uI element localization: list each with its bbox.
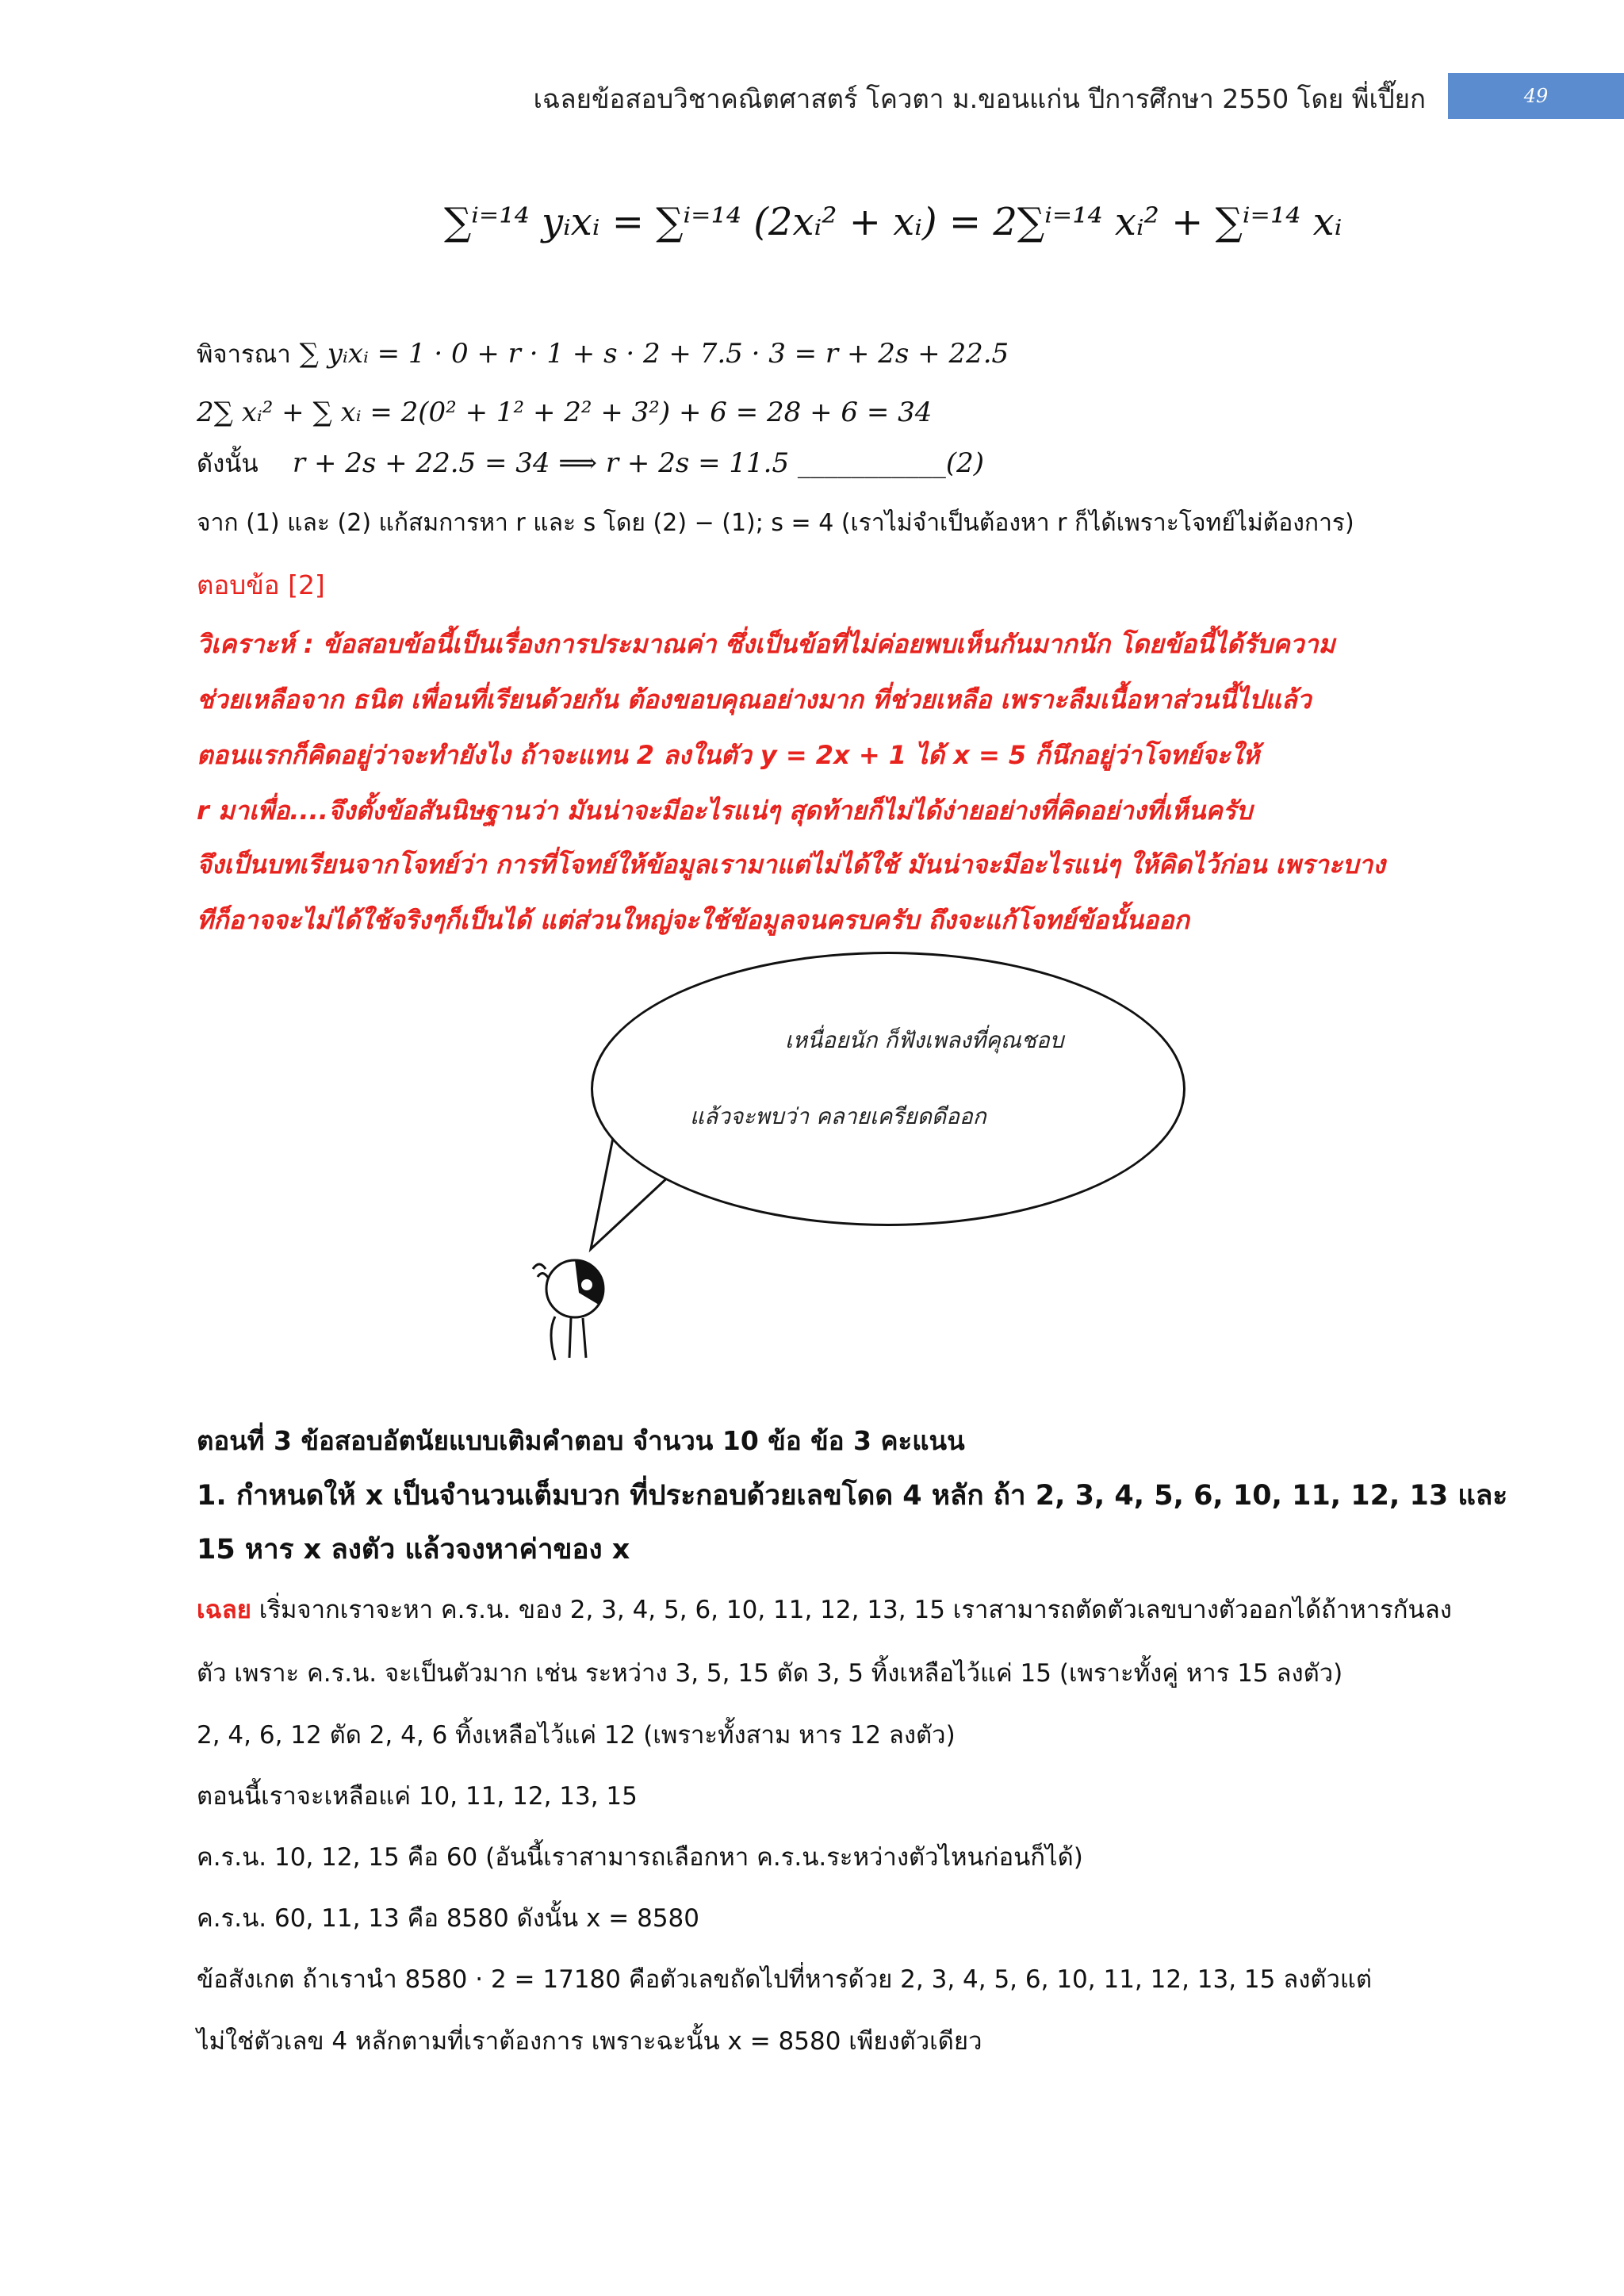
solution-label: เฉลย <box>197 1596 251 1624</box>
solution-text-1: เริ่มจากเราจะหา ค.ร.น. ของ 2, 3, 4, 5, 6, 10, 11, 12, 13, 15 เราสามารถตัดตัวเลขบางตัวออกได้ถ้าหารกันลง <box>259 1596 1452 1624</box>
analysis-line-2: ช่วยเหลือจาก ธนิต เพื่อนที่เรียนด้วยกัน ต้องขอบคุณอย่างมาก ที่ช่วยเหลือ เพราะลืมเนื้อหาส่วนนี้ไปแล้ว <box>197 684 1312 715</box>
solve-line: จาก (1) และ (2) แก้สมการหา r และ s โดย (2) − (1); s = 4 (เราไม่จำเป็นต้องหา r ก็ได้เพราะโจทย์ไม่ต้องการ) <box>197 509 1354 537</box>
analysis-line-3: ตอนแรกก็คิดอยู่ว่าจะทำยังไง ถ้าจะแทน 2 ลงในตัว y = 2x + 1 ได้ x = 5 ก็นึกอยู่ว่าโจทย์จะให้ <box>197 740 1260 770</box>
section3-title: ตอนที่ 3 ข้อสอบอัตนัยแบบเติมคำตอบ จำนวน 10 ข้อ ข้อ 3 คะแนน <box>197 1425 965 1456</box>
solution-line-8: ไม่ใช่ตัวเลข 4 หลักตามที่เราต้องการ เพราะฉะนั้น x = 8580 เพียงตัวเดียว <box>197 2027 982 2056</box>
therefore-line <box>197 446 984 481</box>
consider-line <box>197 336 1009 372</box>
page-number: 49 <box>1523 85 1549 107</box>
solution-line-3: 2, 4, 6, 12 ตัด 2, 4, 6 ทิ้งเหลือไว้แค่ 12 (เพราะทั้งสาม หาร 12 ลงตัว) <box>197 1721 956 1750</box>
bubble-line-1: เหนื่อยนัก ก็ฟังเพลงที่คุณชอบ <box>785 1027 1064 1053</box>
solution-line-7: ข้อสังเกต ถ้าเรานำ 8580 · 2 = 17180 คือตัวเลขถัดไปที่หารด้วย 2, 3, 4, 5, 6, 10, 11, 12, 13, 15 ลงตัวแต่ <box>197 1965 1373 1994</box>
question1-line-1: 1. กำหนดให้ x เป็นจำนวนเต็มบวก ที่ประกอบด้วยเลขโดด 4 หลัก ถ้า 2, 3, 4, 5, 6, 10, 11, 12, 13 และ <box>197 1480 1508 1512</box>
page-number-box <box>1448 73 1624 119</box>
consider-label: พิจารณา <box>197 340 291 369</box>
solution-line-4: ตอนนี้เราจะเหลือแค่ 10, 11, 12, 13, 15 <box>197 1782 638 1811</box>
analysis-line-6: ทีก็อาจจะไม่ได้ใช้จริงๆก็เป็นได้ แต่ส่วนใหญ่จะใช้ข้อมูลจนครบครับ ถึงจะแก้โจทย์ข้อนั้นออก <box>197 905 1189 935</box>
solution-line-1 <box>197 1593 1452 1627</box>
main-formula: ∑ⁱ⁼¹⁴ yᵢxᵢ = ∑ⁱ⁼¹⁴ (2xᵢ² + xᵢ) = 2∑ⁱ⁼¹⁴ xᵢ² + ∑ⁱ⁼¹⁴ xᵢ <box>444 200 1342 244</box>
bubble-line-2: แล้วจะพบว่า คลายเครียดดีออก <box>690 1103 986 1129</box>
header-title: เฉลยข้อสอบวิชาคณิตศาสตร์ โควตา ม.ขอนแก่น ปีการศึกษา 2550 โดย พี่เปี๊ยก <box>533 83 1426 114</box>
answer-line: ตอบข้อ [2] <box>197 569 325 600</box>
solution-line-2: ตัว เพราะ ค.ร.น. จะเป็นตัวมาก เช่น ระหว่าง 3, 5, 15 ตัด 3, 5 ทิ้งเหลือไว้แค่ 15 (เพราะทั้งคู่ หาร 15 ลงตัว) <box>197 1659 1343 1688</box>
sum-line: 2∑ xᵢ² + ∑ xᵢ = 2(0² + 1² + 2² + 3²) + 6 = 28 + 6 = 34 <box>197 397 933 428</box>
therefore-label: ดังนั้น <box>197 450 259 478</box>
consider-math: ∑ yᵢxᵢ = 1 · 0 + r · 1 + s · 2 + 7.5 · 3 = r + 2s + 22.5 <box>299 338 1009 370</box>
analysis-line-1: วิเคราะห์ : ข้อสอบข้อนี้เป็นเรื่องการประมาณค่า ซึ่งเป็นข้อที่ไม่ค่อยพบเห็นกันมากนัก โดยข้อนี้ได้รับความ <box>197 629 1335 659</box>
solution-line-5: ค.ร.น. 10, 12, 15 คือ 60 (อันนี้เราสามารถเลือกหา ค.ร.น.ระหว่างตัวไหนก่อนก็ได้) <box>197 1843 1083 1872</box>
question1-line-2: 15 หาร x ลงตัว แล้วจงหาค่าของ x <box>197 1534 630 1566</box>
speech-bubble <box>591 952 1185 1226</box>
analysis-line-5: จึงเป็นบทเรียนจากโจทย์ว่า การที่โจทย์ให้ข้อมูลเรามาแต่ไม่ได้ใช้ มันน่าจะมีอะไรแน่ๆ ให้คิดไว้ก่อน เพราะบาง <box>197 849 1385 880</box>
therefore-math: r + 2s + 22.5 = 34 ⟹ r + 2s = 11.5 ___________(2) <box>292 447 985 479</box>
analysis-line-4: r มาเพื่อ....จึงตั้งข้อสันนิษฐานว่า มันน่าจะมีอะไรแน่ๆ สุดท้ายก็ไม่ได้ง่ายอย่างที่คิดอย่างที่เห็นครับ <box>197 795 1253 826</box>
solution-line-6: ค.ร.น. 60, 11, 13 คือ 8580 ดังนั้น x = 8580 <box>197 1904 699 1933</box>
page-header <box>0 73 1624 121</box>
cartoon-character-icon <box>523 1253 611 1364</box>
